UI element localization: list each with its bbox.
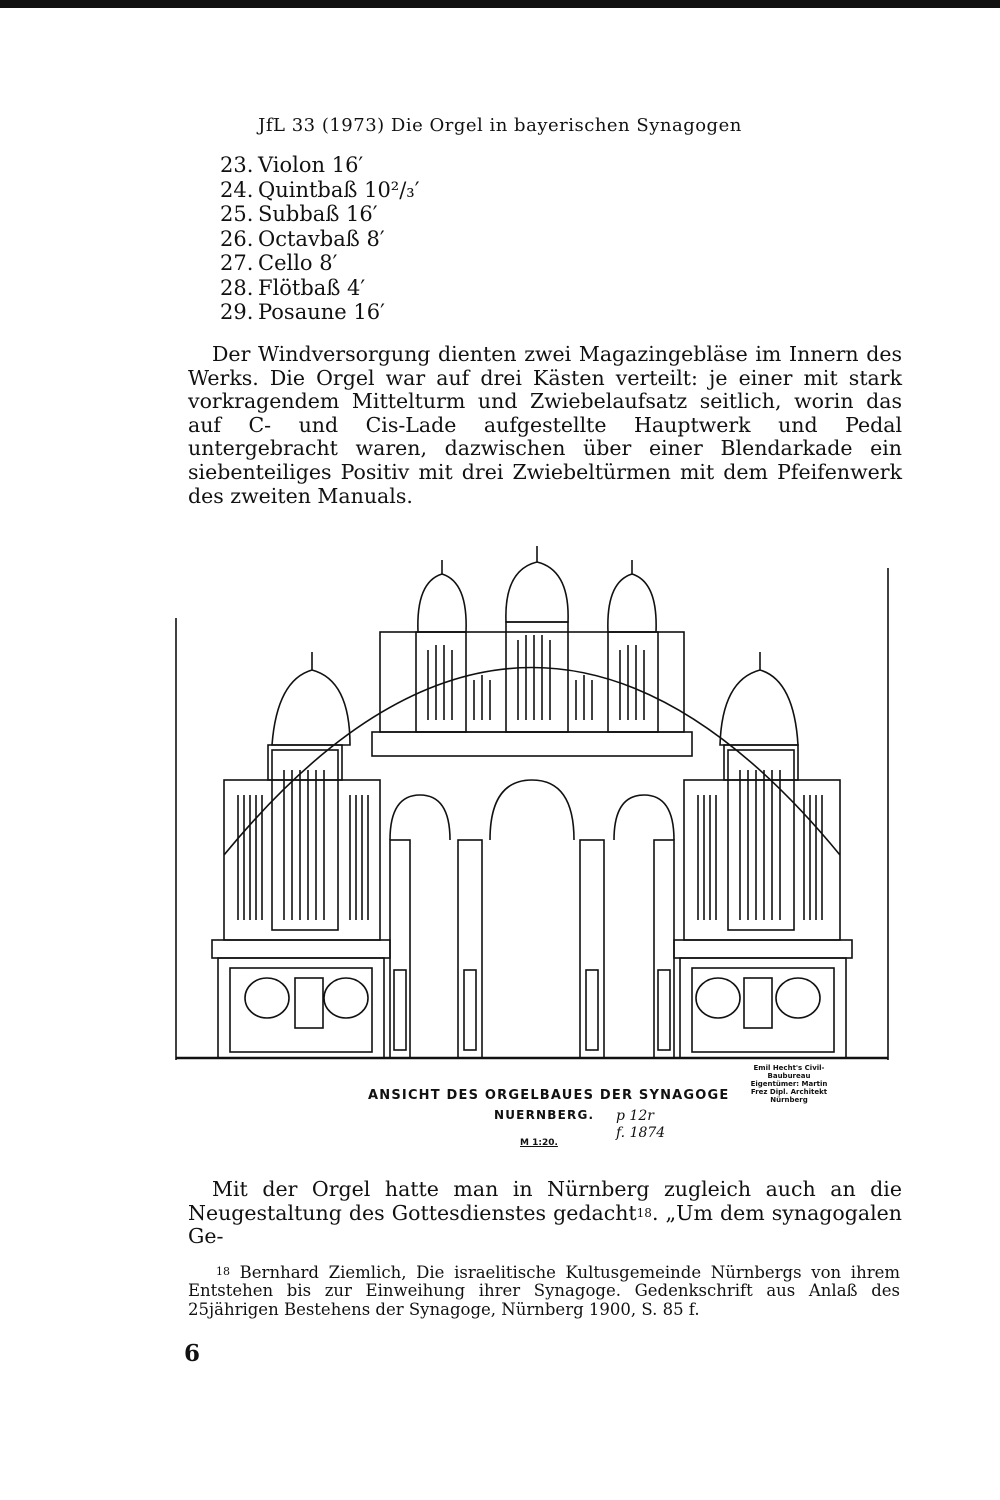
- stop-item: 27. Cello 8′: [220, 251, 338, 275]
- stop-item: 29. Posaune 16′: [220, 300, 385, 324]
- running-head: JfL 33 (1973) Die Orgel in bayerischen Synagogen: [258, 115, 742, 136]
- drawing-caption: ANSICHT DES ORGELBAUES DER SYNAGOGE: [368, 1088, 730, 1103]
- stop-item: 28. Flötbaß 4′: [220, 275, 366, 300]
- stop-item: 23. Violon 16′: [220, 153, 364, 177]
- footnote-mark: 18: [216, 1265, 230, 1278]
- page-number: 6: [184, 1340, 201, 1367]
- stop-item: 25. Subbaß 16′: [220, 202, 378, 226]
- drawing-caption-city: NUERNBERG.: [494, 1108, 595, 1122]
- handwritten-annotation: p 12r f. 1874: [616, 1108, 666, 1141]
- body-paragraph: Mit der Orgel hatte man in Nürnberg zugleich auch an die Neugestaltung des Gottesdienstes gedacht$^{18}$. „Um dem synagogalen Ge-: [188, 1177, 902, 1249]
- footnote-reference: 18: [636, 1205, 652, 1220]
- stop-item: 24. Quintbaß 10²/₃′: [220, 177, 420, 202]
- architect-stamp: Emil Hecht's Civil-Baubureau Eigentümer: Martin Frez Dipl. Architekt Nürnberg: [750, 1064, 828, 1104]
- organ-stop-list: [220, 153, 420, 325]
- footnote-text: Bernhard Ziemlich, Die israelitische Kultusgemeinde Nürnbergs von ihrem Entstehen bis zur Einweihung ihrer Synagoge. Gedenkschrift aus Anlaß des 25jährigen Bestehens der Synagoge, Nürnberg 1900, S. 85 f.: [188, 1263, 900, 1319]
- organ-elevation-drawing: [172, 540, 892, 1160]
- stop-item: 26. Octavbaß 8′: [220, 226, 385, 251]
- scan-border: [0, 0, 1000, 8]
- body-paragraph: Der Windversorgung dienten zwei Magazingebläse im Innern des Werks. Die Orgel war auf drei Kästen verteilt: je einer mit stark vorkragendem Mittelturm und Zwiebelaufsatz seitlich, worin das auf C- und Cis-Lade aufgestellte Hauptwerk und Pedal untergebracht waren, dazwischen über einer Blendarkade ein siebenteiliges Positiv mit drei Zwiebeltürmen mit dem Pfeifenwerk des zweiten Manuals.: [188, 342, 902, 508]
- drawing-scale: M 1:20.: [520, 1138, 558, 1148]
- footnote: [188, 1264, 900, 1319]
